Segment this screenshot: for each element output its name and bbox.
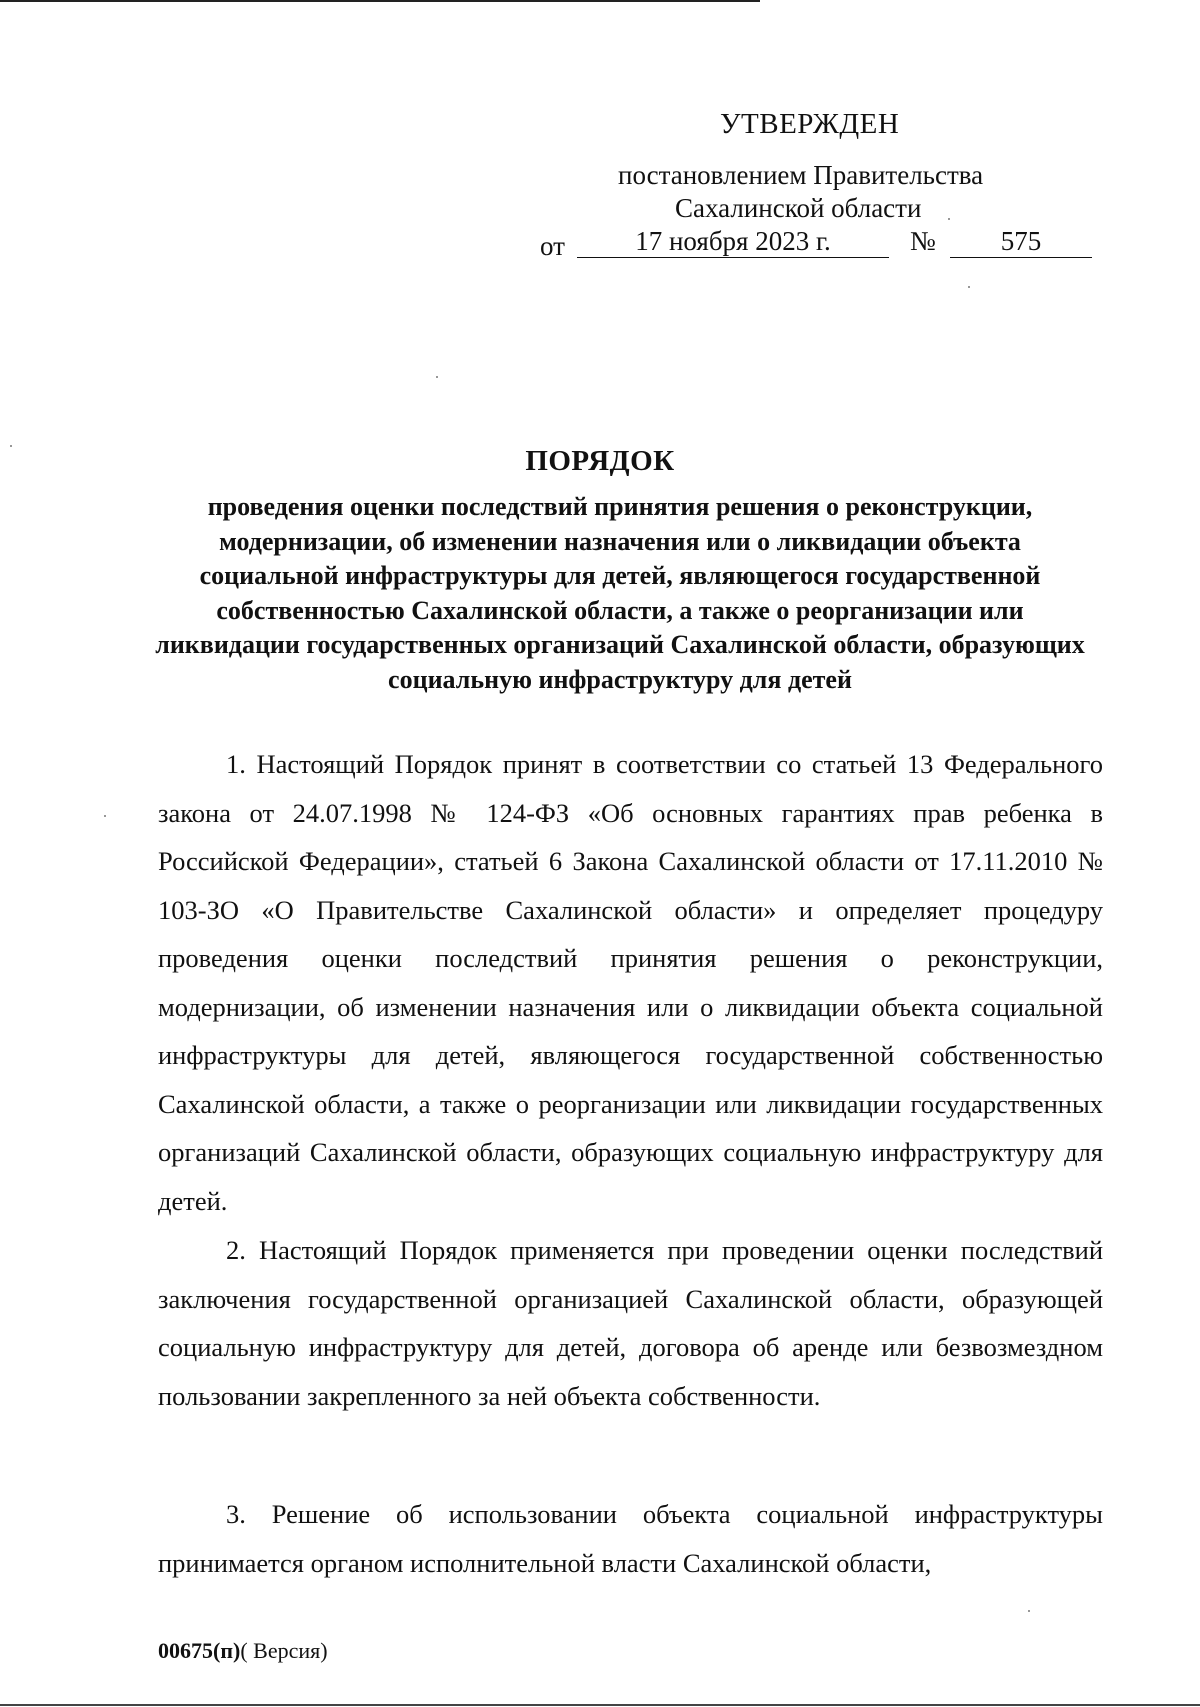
document-version: ( Версия) [240, 1638, 328, 1663]
approved-heading: УТВЕРЖДЕН [720, 108, 900, 140]
decree-date: 17 ноября 2023 г. [577, 226, 889, 258]
decree-date-row [540, 226, 1092, 262]
paragraph-2: 2. Настоящий Порядок применяется при проведении оценки последствий заключения государственной организацией Сахалинской области, образующей социальную инфраструктуру для детей, договора об аренде или безвозмездном пользовании закрепленного за ней объекта собственности. [158, 1235, 1103, 1411]
scan-top-edge [0, 0, 760, 2]
approved-by-region: Сахалинской области [675, 193, 922, 223]
approved-by-line: постановлением Правительства [618, 160, 984, 190]
scan-speck [10, 445, 12, 447]
paragraph-3: 3. Решение об использовании объекта социальной инфраструктуры принимается органом исполнительной власти Сахалинской области, [158, 1499, 1103, 1578]
scan-speck [436, 376, 438, 378]
scan-speck [1028, 1610, 1030, 1612]
scan-speck [104, 815, 106, 817]
document-subtitle: проведения оценки последствий принятия решения о реконструкции, модернизации, об изменении назначения или о ликвидации объекта социальной инфраструктуры для детей, являющегося государственной собственностью Сахалинской области, а также о реорганизации или ликвидации государственных организаций Сахалинской области, образующих социальную инфраструктуру для детей [155, 492, 1085, 694]
document-code: 00675(п) [158, 1638, 241, 1663]
number-sign: № [910, 226, 936, 256]
footer-code [158, 1638, 328, 1664]
decree-number: 575 [950, 226, 1092, 258]
scan-speck [968, 286, 970, 288]
date-prefix: от [540, 231, 565, 261]
scan-speck [948, 218, 950, 220]
paragraph-1: 1. Настоящий Порядок принят в соответствии со статьей 13 Федерального закона от 24.07.1998 № 124-ФЗ «Об основных гарантиях прав ребенка в Российской Федерации», статьей 6 Закона Сахалинской области от 17.11.2010 № 103-ЗО «О Правительстве Сахалинской области» и определяет процедуру проведения оценки последствий принятия решения о реконструкции, модернизации, об изменении назначения или о ликвидации объекта социальной инфраструктуры для детей, являющегося государственной собственностью Сахалинской области, а также о реорганизации или ликвидации государственных организаций Сахалинской области, образующих социальную инфраструктуру для детей. [158, 749, 1103, 1216]
document-title: ПОРЯДОК [525, 445, 675, 477]
scan-bottom-edge [0, 1704, 1200, 1706]
